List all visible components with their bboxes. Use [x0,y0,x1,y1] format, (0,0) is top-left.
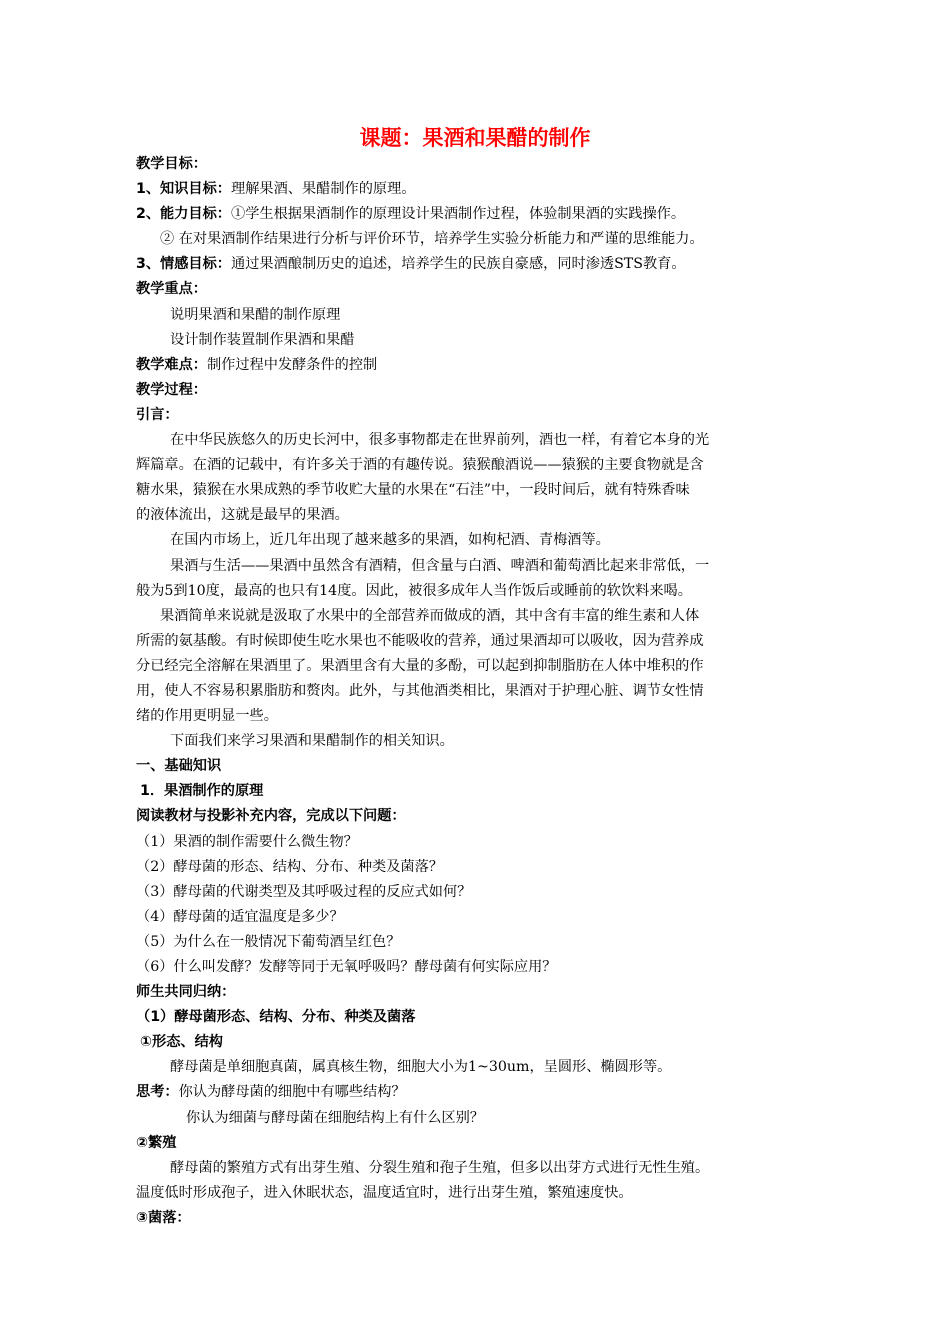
difficulty-label: 教学难点： [136,356,207,373]
summary-heading: 师生共同归纳： [136,984,236,1001]
emotion-goal-label: 3、情感目标： [136,256,231,273]
ability-goal-label: 2、能力目标： [136,206,231,223]
intro-paragraph-line: 绪的作用更明显一些。 [136,708,278,725]
intro-paragraph-line: 在中华民族悠久的历史长河中，很多事物都走在世界前列，酒也一样，有着它本身的光 [170,432,710,449]
question-item: （6）什么叫发酵？发酵等同于无氧呼吸吗？酵母菌有何实际应用？ [136,959,557,975]
process-heading: 教学过程： [136,381,207,398]
key-points-heading: 教学重点： [136,281,207,298]
question-item: （2）酵母菌的形态、结构、分布、种类及菌落？ [136,858,443,875]
page-title: 课题：果酒和果醋的制作 [359,126,591,150]
difficulty [136,353,814,378]
difficulty-text: 制作过程中发酵条件的控制 [206,356,378,373]
key-point-item: 设计制作装置制作果酒和果醋 [170,331,355,348]
intro-paragraph-line: 用，使人不容易积累脂肪和赘肉。此外，与其他酒类相比，果酒对于护理心脏、调节女性情 [136,682,704,699]
read-prompt: 阅读教材与投影补充内容，完成以下问题： [136,808,406,825]
summary-subheading: （1）酵母菌形态、结构、分布、种类及菌落 [136,1009,416,1026]
think-question: 你认为酵母菌的细胞中有哪些结构？ [178,1084,406,1101]
intro-paragraph-line: 辉篇章。在酒的记载中，有许多关于酒的有趣传说。猿猴酿酒说——猿猴的主要食物就是含 [136,457,704,474]
intro-paragraph-line: 分已经完全溶解在果酒里了。果酒里含有大量的多酚，可以起到抑制脂肪在人体中堆积的作 [136,657,704,674]
think-question: 你认为细菌与酵母菌在细胞结构上有什么区别？ [186,1109,484,1126]
question-item: （5）为什么在一般情况下葡萄酒呈红色？ [136,933,401,950]
goals-heading: 教学目标： [136,156,207,172]
intro-paragraph-line: 糖水果，猿猴在水果成熟的季节收贮大量的水果在“石洼”中，一段时间后，就有特殊香味 [136,482,690,499]
basics-heading: 一、基础知识 [136,758,222,775]
intro-paragraph-line: 下面我们来学习果酒和果醋制作的相关知识。 [170,733,454,750]
ability-goal-text-1: ①学生根据果酒制作的原理设计果酒制作过程，体验制果酒的实践操作。 [231,206,686,223]
key-point-item: 说明果酒和果醋的制作原理 [170,306,341,323]
ability-goal-text-2: ② 在对果酒制作结果进行分析与评价环节，培养学生实验分析能力和严谨的思维能力。 [160,231,704,248]
intro-paragraph-line: 般为5到10度，最高的也只有14度。因此，被很多成年人当作饭后或睡前的软饮料来喝。 [136,582,692,599]
think-line [136,1080,814,1105]
knowledge-goal [136,177,814,202]
basics-subheading: 1．果酒制作的原理 [140,783,264,800]
intro-paragraph-line: 所需的氨基酸。有时候即使生吃水果也不能吸收的营养，通过果酒却可以吸收，因为营养成 [136,632,704,649]
knowledge-goal-text: 理解果酒、果醋制作的原理。 [231,181,416,198]
document-body [136,152,814,1231]
colony-heading: ③菌落： [136,1209,191,1226]
intro-paragraph-line: 的液体流出，这就是最早的果酒。 [136,507,349,524]
question-item: （1）果酒的制作需要什么微生物？ [136,833,358,850]
repro-text-line: 温度低时形成孢子，进入休眠状态，温度适宜时，进行出芽生殖，繁殖速度快。 [136,1184,633,1201]
intro-paragraph-line: 果酒与生活——果酒中虽然含有酒精，但含量与白酒、啤酒和葡萄酒比起来非常低，一 [170,557,710,574]
intro-heading: 引言： [136,406,179,423]
intro-paragraph-line: 在国内市场上，近几年出现了越来越多的果酒，如枸杞酒、青梅酒等。 [170,532,610,549]
question-item: （4）酵母菌的适宜温度是多少？ [136,908,344,925]
repro-text-line: 酵母菌的繁殖方式有出芽生殖、分裂生殖和孢子生殖，但多以出芽方式进行无性生殖。 [170,1159,710,1176]
emotion-goal-text: 通过果酒酿制历史的追述，培养学生的民族自豪感，同时渗透STS教育。 [231,256,686,273]
form-text: 酵母菌是单细胞真菌，属真核生物，细胞大小为1~30um，呈圆形、椭圆形等。 [170,1059,672,1076]
emotion-goal [136,252,814,277]
repro-heading: ②繁殖 [136,1134,177,1151]
knowledge-goal-label: 1、知识目标： [136,181,231,198]
question-item: （3）酵母菌的代谢类型及其呼吸过程的反应式如何？ [136,883,472,900]
ability-goal [136,202,814,227]
intro-paragraph-line: 果酒简单来说就是汲取了水果中的全部营养而做成的酒，其中含有丰富的维生素和人体 [160,607,700,624]
think-label: 思考： [136,1084,179,1101]
form-heading: ①形态、结构 [140,1034,223,1051]
